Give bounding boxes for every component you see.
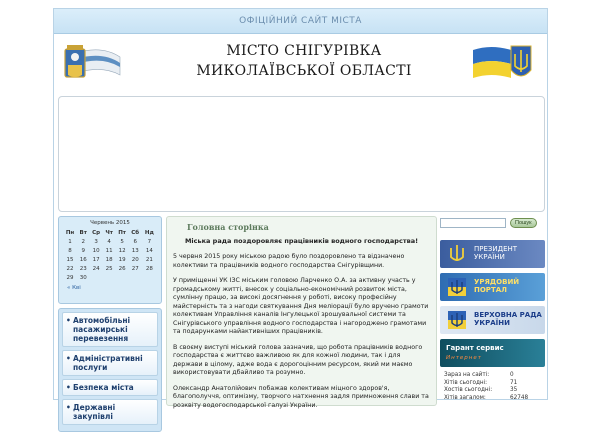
president-portal-link[interactable]: [440, 240, 545, 268]
article-paragraph: Олександр Анатолійович побажав колективам міцного здоров'я, благополуччя, оптимізму, творчого натхнення задля примноження слави та розквіту водогосподарської галузі України.: [173, 384, 429, 409]
garant-service-label: Гарант сервис: [446, 344, 504, 352]
stat-row: [444, 380, 545, 388]
calendar-day[interactable]: 24: [92, 265, 100, 272]
calendar-day[interactable]: 30: [79, 274, 87, 281]
calendar-day[interactable]: 25: [105, 265, 113, 272]
site-title-line1: МІСТО СНІГУРІВКА: [226, 43, 382, 59]
article-paragraph: В своєму виступі міський голова зазначив, що робота працівників водного господарства є життєво важливою як для кожної людини, так і для держави в цілому, адже вода є дорогоцінним ресурсом, який ми маємо використовувати дбайливо та розумно.: [173, 343, 423, 376]
site-title: [174, 41, 434, 81]
calendar-day[interactable]: 19: [118, 256, 126, 263]
weekday-label: Ср: [92, 229, 101, 236]
visitor-stats: [440, 372, 545, 402]
search-button[interactable]: Пошук: [510, 218, 537, 228]
page-heading: Головна сторінка: [187, 222, 269, 232]
stat-row: [444, 387, 545, 395]
calendar-day[interactable]: 28: [145, 265, 153, 272]
top-bar: [54, 9, 547, 34]
trident-icon: [447, 309, 467, 331]
article-lead: Міська рада поздоровляє працівників водного господарства!: [184, 237, 419, 245]
calendar-day[interactable]: 11: [105, 247, 113, 254]
official-site-label: ОФІЦІЙНИЙ САЙТ МІСТА: [239, 16, 362, 26]
government-portal-label: УРЯДОВИЙ ПОРТАЛ: [474, 278, 520, 294]
stat-value: 71: [510, 379, 518, 386]
menu-item-city-safety[interactable]: • Безпека міста: [62, 379, 158, 396]
calendar-day[interactable]: 22: [66, 265, 74, 272]
calendar-day[interactable]: 26: [118, 265, 126, 272]
left-menu: [58, 308, 162, 432]
calendar-day: [89, 273, 102, 282]
calendar-day[interactable]: 4: [107, 238, 111, 245]
weekday-label: Сб: [131, 229, 140, 236]
trident-icon: [447, 276, 467, 298]
stat-label: Хостів сьогодні:: [444, 387, 493, 393]
article-paragraph: 5 червня 2015 року міською радою було поздоровлено та відзначено колективи та працівників водного господарства Снігурівщини.: [173, 253, 405, 269]
calendar-day[interactable]: 14: [145, 247, 153, 254]
calendar-day[interactable]: 17: [92, 256, 100, 263]
calendar-day[interactable]: 5: [120, 238, 124, 245]
calendar-day[interactable]: 20: [131, 256, 139, 263]
stat-value: 0: [510, 372, 514, 378]
trident-icon: [447, 243, 467, 265]
calendar-table: [63, 228, 157, 282]
weekday-label: Пн: [65, 229, 75, 236]
calendar-day[interactable]: 29: [66, 274, 74, 281]
weekday-label: Нд: [144, 229, 154, 236]
calendar-day[interactable]: 12: [118, 247, 126, 254]
weekday-label: Вт: [79, 229, 87, 236]
garant-service-link[interactable]: [440, 339, 545, 367]
calendar-month: Червень 2015: [90, 220, 130, 226]
weekday-label: Чт: [105, 229, 113, 236]
menu-item-admin-services[interactable]: • Адміністративні послуги: [62, 350, 158, 376]
stat-value: 62748: [510, 394, 529, 401]
right-column: [440, 216, 545, 406]
weekday-label: Пт: [118, 229, 126, 236]
ukraine-flag-trident-icon: [471, 42, 533, 86]
calendar-day: [103, 273, 116, 282]
president-portal-label: ПРЕЗИДЕНТ УКРАЇНИ: [474, 245, 518, 261]
stat-value: 35: [510, 387, 518, 393]
garant-service-sub: Интернет: [446, 355, 482, 361]
calendar-day[interactable]: 16: [79, 256, 87, 263]
site-title-line2: МИКОЛАЇВСЬКОЇ ОБЛАСТІ: [196, 63, 412, 79]
search-form: [440, 216, 545, 230]
calendar-day[interactable]: 23: [79, 265, 87, 272]
calendar-day: [116, 273, 129, 282]
calendar-day[interactable]: 2: [81, 238, 85, 245]
city-coat-of-arms-icon: [62, 43, 122, 85]
stat-label: Хітів сьогодні:: [444, 379, 488, 386]
calendar-day[interactable]: 3: [94, 238, 98, 245]
page-shell: [53, 8, 548, 421]
calendar-prev-month-link[interactable]: « Кві: [67, 285, 81, 291]
calendar-day[interactable]: 7: [147, 238, 152, 245]
calendar-day[interactable]: 18: [105, 256, 113, 263]
calendar-day[interactable]: 21: [145, 256, 153, 263]
menu-item-procurement[interactable]: • Державні закупівлі: [62, 399, 158, 425]
calendar-day[interactable]: 6: [133, 238, 137, 245]
left-column: [58, 216, 162, 421]
government-portal-link[interactable]: [440, 273, 545, 301]
calendar-day[interactable]: 8: [68, 247, 72, 254]
calendar-day: [129, 273, 142, 282]
banner-area: [58, 96, 545, 212]
calendar-day[interactable]: 27: [131, 265, 139, 272]
stat-row: [444, 372, 545, 380]
calendar-day[interactable]: 10: [92, 247, 100, 254]
rada-portal-label: ВЕРХОВНА РАДА УКРАЇНИ: [474, 311, 542, 327]
calendar-widget: [58, 216, 162, 304]
header: [54, 35, 547, 93]
calendar-day: [142, 273, 157, 282]
main-content: [166, 216, 437, 409]
stat-label: Зараз на сайті:: [444, 372, 490, 378]
stat-row: [444, 395, 545, 403]
calendar-day[interactable]: 1: [68, 238, 72, 245]
calendar-day[interactable]: 13: [131, 247, 139, 254]
menu-item-transport[interactable]: • Автомобільні пасажирські перевезення: [62, 312, 158, 347]
calendar-day[interactable]: 15: [66, 256, 74, 263]
article-paragraph: У приміщенні УК ІЗС міським головою Ларченко О.А. за активну участь у громадському житті, внесок у соціально-економічний розвиток міста, сумлінну працю, за високі досягнення у роботі, високу професійну майстерність та з нагоди святкування Дня меліорації було вручено грамоти колективам Управління каналів Інгулецької зрошувальної системи та Снігурівського управління водного господарства і нагороджено грамотами та подарунками найактивніших працівників.: [173, 277, 429, 335]
rada-portal-link[interactable]: [440, 306, 545, 334]
stat-label: Хітів загалом:: [444, 394, 486, 401]
search-input[interactable]: [440, 218, 506, 228]
calendar-day[interactable]: 9: [81, 247, 85, 254]
